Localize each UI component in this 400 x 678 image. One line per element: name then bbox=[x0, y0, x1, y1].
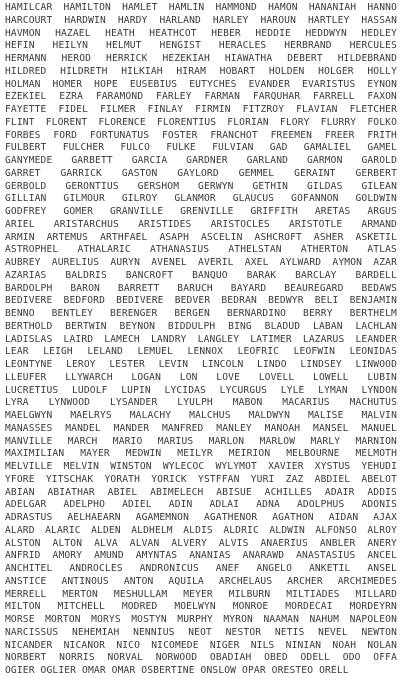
name-line: HAMILCAR HAMILTON HAMLET HAMLIN HAMMOND HAMON HANANIAH HANNO bbox=[5, 2, 397, 13]
name-line: GANYMEDE GARBETT GARCIA GARDNER GARLAND GARMON GAROLD bbox=[5, 155, 397, 166]
name-line: ALARD ALARIC ALDEN ALDHELM ALDIS ALDRIC ALDWIN ALFONSO ALROY bbox=[5, 524, 397, 536]
name-line: EZEKIEL EZRA FARAMOND FARLEY FARMAN FARQUHAR FARRELL FAXON bbox=[5, 91, 397, 103]
name-line: ASTROPHEL ATHALARIC ATHANASIUS ATHELSTAN ATHERTON ATLAS bbox=[5, 244, 397, 256]
name-line: ARMIN ARTEMUS ARTHFAEL ASAPH ASCELIN ASHCROFT ASHER ASKETIL bbox=[5, 231, 397, 243]
name-line: BEDIVERE BEDFORD BEDIVERE BEDVER BEDRAN BEDWYR BELI BENJAMIN bbox=[5, 295, 397, 307]
name-line: OGIER OGLIER OMAR OMAR OSBERTINE ONSLOW OPAR ORESTEO ORELL bbox=[5, 665, 349, 676]
name-line: GODFREY GOMER GRANVILLE GRENVILLE GRIFFITH ARETAS ARGUS bbox=[5, 206, 397, 217]
name-line: ANCHITEL ANDROCLES ANDRONICUS ANEF ANGELO ANKETIL ANSEL bbox=[5, 563, 397, 574]
name-line: FULBERT FULCHER FULCO FULKE FULVIAN GAD GAMALIEL GAMEL bbox=[5, 142, 397, 154]
name-line: ADELGAR ADELPHO ADIEL ADIN ADLAI ADNA ADOLPHUS ADONIS bbox=[5, 499, 397, 511]
name-line: FORBES FORD FORTUNATUS FOSTER FRANCHOT FREEMEN FREER FRITH bbox=[5, 129, 397, 141]
name-line: BARDOLPH BARON BARRETT BARUCH BAYARD BEAUREGARD BEDAWS bbox=[5, 282, 397, 294]
name-line: AZARIAS BALDRIS BANCROFT BANQUO BARAK BARCLAY BARDELL bbox=[5, 269, 397, 281]
name-line: MILTON MITCHELL MODRED MOELWYN MONROE MORDECAI MORDEYRN bbox=[5, 601, 397, 613]
name-line: HEFIN HEILYN HELMUT HENGIST HERACLES HERBRAND HERCULES bbox=[5, 40, 397, 52]
name-line: GARRET GARRICK GASTON GAYLORD GEMMEL GERAINT GERBERT bbox=[5, 167, 397, 179]
name-line: ANSTICE ANTINOUS ANTON AQUILA ARCHELAUS ARCHER ARCHIMEDES bbox=[5, 575, 397, 587]
name-line: MELVILLE MELVIN WINSTON WYLECOC WYLYMOT XAVIER XYSTUS YEHUDI bbox=[5, 461, 397, 472]
name-line: NICANDER NICANOR NICO NICOMEDE NIGER NILS NINIAN NOAH NOLAN bbox=[5, 639, 397, 651]
name-line: LUCRETIUS LUDOLF LUPIN LYCIDAS LYCURGUS LYLE LYMAN LYNDON bbox=[5, 384, 397, 396]
name-line: MANVILLE MARCH MARIO MARIUS MARLON MARLOW MARLY MARNION bbox=[5, 435, 397, 447]
name-line: MERRELL MERTON MESHULLAM MEYER MILBURN MILTIADES MILLARD bbox=[5, 588, 397, 600]
name-line: LLEUFER LLYWARCH LOGAN LON LOVE LOVELL LOWELL LUBIN bbox=[5, 371, 397, 383]
name-line: ALSTON ALTON ALVA ALVAN ALVERY ALVIS ANAERIUS ANBLER ANERY bbox=[5, 537, 397, 549]
name-line: HOLMAN HOMER HOPE EUSEBIUS EUTYCHES EVANDER EVARISTUS EYNON bbox=[5, 78, 397, 90]
name-line: MANASSES MANDEL MANDER MANFRED MANLEY MANOAH MANSEL MANUEL bbox=[5, 422, 397, 434]
name-line: HILDRED HILDRETH HILKIAH HIRAM HOBART HOLDEN HOLGER HOLLY bbox=[5, 65, 397, 77]
name-line: LEONTYNE LEROY LESTER LEVIN LINCOLN LINDO LINDSEY LINWOOD bbox=[5, 359, 397, 370]
name-line: HERMANN HEROD HERRICK HEZEKIAH HIAWATHA DEBERT HILDEBRAND bbox=[5, 53, 397, 64]
name-line: YFORE YITSCHAK YORATH YORICK YSTFFAN YURI ZAZ ABDIEL ABELOT bbox=[5, 473, 397, 485]
name-line: GERBOLD GERONTIUS GERSHOM GERWYN GETHIN GILDAS GILEAN bbox=[5, 180, 397, 192]
name-line: AUBREY AURELIUS AURYN AVENEL AVERIL AXEL AYLWARD AYMON AZAR bbox=[5, 257, 397, 268]
name-line: ARIEL ARISTARCHUS ARISTIDES ARISTOCLES ARISTOTLE ARMAND bbox=[5, 218, 397, 230]
name-line: ABIAN ABIATHAR ABIEL ABIMELECH ABISUE ACHILLES ADAIR ADDIS bbox=[5, 486, 397, 498]
name-line: ANFRID AMORY AMUND AMYNTAS ANANIAS ANARAWD ANASTASIUS ANCEL bbox=[5, 550, 397, 562]
name-line: NARCISSUS NEHEMIAH NENNIUS NEOT NESTOR NETIS NEVEL NEWTON bbox=[5, 626, 397, 638]
name-line: MAXIMILIAN MAYER MEDWIN MEILYR MEIRION MELBOURNE MELMOTH bbox=[5, 448, 397, 460]
name-line: BERTHOLD BERTWIN BEYNON BIDDULPH BING BLADUD LABAN LACHLAN bbox=[5, 320, 397, 332]
name-line: ADRASTUS AELHAEARN AGAMEMNON AGATHENOR AGATHON AIDAN AJAX bbox=[5, 512, 397, 523]
name-line: NORBERT NORRIS NORVAL NORWOOD OBADIAH OBED ODELL ODO OFFA bbox=[5, 652, 397, 664]
name-line: LADISLAS LAIRD LAMECH LANDRY LANGLEY LATIMER LAZARUS LEANDER bbox=[5, 333, 397, 345]
name-line: LEAR LEIGH LELAND LEMUEL LENNOX LEOFRIC LEOFWIN LEONIDAS bbox=[5, 346, 397, 358]
name-line: LYRA LYNWOOD LYSANDER LYULPH MABON MACARIUS MACHUTUS bbox=[5, 397, 397, 409]
name-line: BENNO BENTLEY BERENGER BERGEN BERNARDINO BERRY BERTHELM bbox=[5, 308, 397, 319]
name-line: MORSE MORTON MORYS MOSTYN MURPHY MYRON NAAMAN NAHUM NAPOLEON bbox=[5, 614, 397, 625]
name-line: HAVMON HAZAEL HEATH HEATHCOT HEBER HEDDIE HEDDWYN HEDLEY bbox=[5, 27, 397, 39]
name-line: FLINT FLORENT FLORENCE FLORENTIUS FLORIAN FLORY FLURRY FOLKO bbox=[5, 116, 397, 128]
name-line: HARCOURT HARDWIN HARDY HARLAND HARLEY HAROUN HARTLEY HASSAN bbox=[5, 14, 397, 26]
name-line: GILLIAN GILMOUR GILROY GLANMOR GLAUCUS GOFANNON GOLDWIN bbox=[5, 193, 397, 205]
name-line: FAYETTE FIDEL FILMER FINLAY FIRMIN FITZROY FLAVIAN FLETCHER bbox=[5, 104, 397, 115]
name-line: MAELGWYN MAELRYS MALACHY MALCHUS MALDWYN MALISE MALVIN bbox=[5, 410, 397, 421]
